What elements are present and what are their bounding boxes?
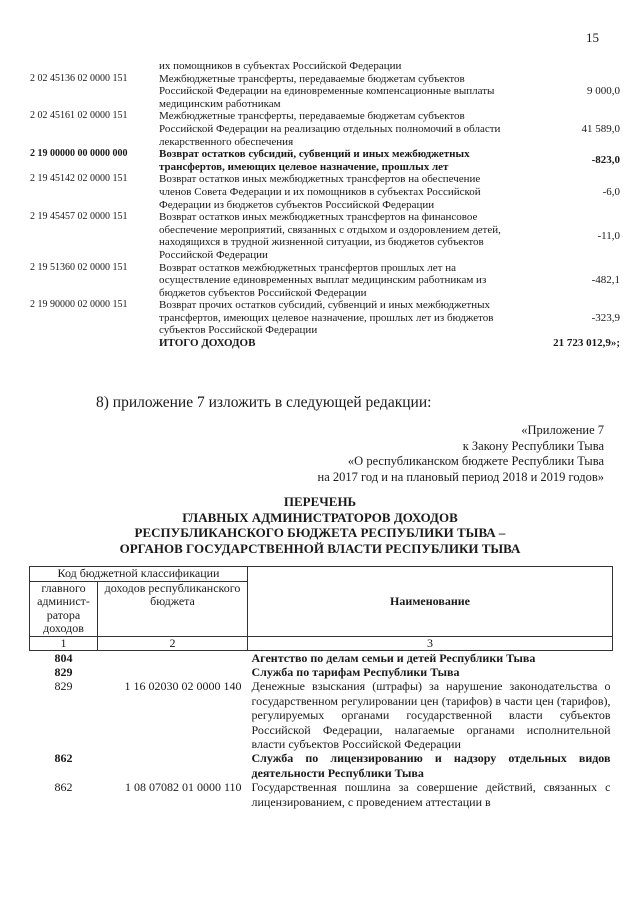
- income-table: [30, 60, 620, 350]
- income-amount: -323,9: [591, 311, 620, 324]
- income-amount: -823,0: [591, 154, 620, 167]
- heading-line: РЕСПУБЛИКАНСКОГО БЮДЖЕТА РЕСПУБЛИКИ ТЫВА –: [134, 525, 506, 540]
- admin-name: Агентство по делам семьи и детей Республики Тыва: [251, 650, 536, 665]
- admin-row: [30, 780, 613, 809]
- income-name: Возврат остатков иных межбюджетных трансфертов на обеспечение членов Совета Федерации и их помощников в субъектах Российской Федерации из бюджетов субъектов Российской Федерации: [159, 173, 481, 211]
- income-name: Межбюджетные трансферты, передаваемые бюджетам субъектов Российской Федерации на реализацию отдельных полномочий в области лекарственного обеспечения: [159, 110, 501, 148]
- income-total-label: ИТОГО ДОХОДОВ: [159, 337, 256, 350]
- admin-code: 862: [54, 780, 73, 795]
- admin-row: [30, 751, 613, 780]
- income-total-amount: 21 723 012,9»;: [553, 337, 620, 350]
- heading-line: ОРГАНОВ ГОСУДАРСТВЕННОЙ ВЛАСТИ РЕСПУБЛИКИ ТЫВА: [119, 540, 521, 556]
- admin-code: 829: [54, 679, 73, 694]
- income-amount: 41 589,0: [581, 122, 620, 135]
- header-code: доходов республиканского бюджета: [98, 581, 248, 636]
- document-heading: [0, 494, 640, 556]
- admin-name: Служба по тарифам Республики Тыва: [251, 664, 460, 679]
- income-code: 2 19 45457 02 0000 151: [30, 211, 128, 223]
- income-name: Возврат прочих остатков субсидий, субвенций и иных межбюджетных трансфертов, имеющих целевое назначение, прошлых лет из бюджетов субъектов Российской Федерации: [159, 299, 494, 337]
- item-8-text: 8) приложение 7 изложить в следующей редакции:: [96, 394, 432, 411]
- revenue-code: [98, 751, 248, 780]
- income-name: Возврат остатков иных межбюджетных трансфертов на финансовое обеспечение мероприятий, связанных с отдыхом и оздоровлением детей, находящихся в трудной жизненной ситуации, из бюджетов субъектов Российской Федерации: [159, 211, 501, 261]
- admin-code: 862: [54, 751, 73, 766]
- income-code: 2 19 00000 00 0000 000: [30, 148, 128, 160]
- income-amount: -11,0: [597, 230, 620, 243]
- header-admin: главного админист-ратора доходов: [30, 581, 98, 636]
- admin-code: 829: [54, 664, 73, 679]
- income-amount: 9 000,0: [587, 85, 620, 98]
- income-row: [30, 73, 620, 111]
- income-row: [30, 262, 620, 300]
- income-code: [30, 60, 159, 73]
- column-number: 3: [248, 636, 613, 650]
- income-name: Возврат остатков межбюджетных трансфертов прошлых лет на осуществление единовременных выплат медицинским работникам из бюджетов субъектов Российской Федерации: [159, 261, 487, 299]
- heading-line: ГЛАВНЫХ АДМИНИСТРАТОРОВ ДОХОДОВ: [182, 509, 458, 525]
- income-code: 2 19 90000 02 0000 151: [30, 299, 128, 311]
- admin-row: [30, 650, 613, 665]
- income-amount: -6,0: [602, 185, 620, 198]
- admin-name: Служба по лицензированию и надзору отдельных видов деятельности Республики Тыва: [251, 751, 611, 780]
- admin-name: Государственная пошлина за совершение действий, связанных с лицензированием, с проведением аттестации в: [251, 780, 611, 809]
- income-row: [30, 299, 620, 337]
- income-name: Возврат остатков субсидий, субвенций и иных межбюджетных трансфертов, имеющих целевое назначение, прошлых лет: [159, 148, 470, 173]
- income-row: [30, 173, 620, 211]
- revenue-code: [98, 665, 248, 679]
- revenue-code: [98, 650, 248, 665]
- income-row: [30, 110, 620, 148]
- page-number: 15: [586, 30, 599, 45]
- administrators-table: [29, 566, 613, 809]
- admin-code: 804: [54, 650, 73, 665]
- header-name: Наименование: [248, 567, 613, 637]
- column-number: 1: [30, 636, 98, 650]
- revenue-code: 1 16 02030 02 0000 140: [124, 679, 242, 694]
- heading-line: ПЕРЕЧЕНЬ: [283, 494, 357, 509]
- income-name: их помощников в субъектах Российской Федерации: [159, 60, 402, 72]
- income-row: [30, 60, 620, 73]
- appendix-line: на 2017 год и на плановый период 2018 и 2019 годов»: [317, 469, 604, 484]
- income-code: 2 19 45142 02 0000 151: [30, 173, 128, 185]
- appendix-line: к Закону Республики Тыва: [462, 438, 604, 453]
- admin-row: [30, 679, 613, 751]
- income-amount: [520, 60, 620, 73]
- appendix-line: «О республиканском бюджете Республики Тыва: [347, 454, 604, 468]
- admin-row: [30, 665, 613, 679]
- header-group: Код бюджетной классификации: [30, 567, 248, 582]
- appendix-reference: [318, 423, 604, 485]
- income-row: [30, 148, 620, 173]
- appendix-line: «Приложение 7: [521, 423, 604, 437]
- income-code: [30, 337, 159, 350]
- income-code: 2 02 45161 02 0000 151: [30, 110, 128, 122]
- income-code: 2 02 45136 02 0000 151: [30, 72, 128, 84]
- income-amount: -482,1: [591, 274, 620, 287]
- income-row: [30, 211, 620, 261]
- income-code: 2 19 51360 02 0000 151: [30, 261, 128, 273]
- revenue-code: 1 08 07082 01 0000 110: [124, 780, 242, 795]
- income-total-row: [30, 337, 620, 350]
- income-name: Межбюджетные трансферты, передаваемые бюджетам субъектов Российской Федерации на единовременные компенсационные выплаты медицинским работникам: [159, 72, 495, 110]
- admin-name: Денежные взыскания (штрафы) за нарушение законодательства о государственном регулировании цен (тарифов) в части цен (тарифов), регулируемых органами государственной власти субъектов Российской Федерации, налагаемые органами исполнительной власти субъектов Российской Федерации: [251, 679, 611, 751]
- column-number: 2: [98, 636, 248, 650]
